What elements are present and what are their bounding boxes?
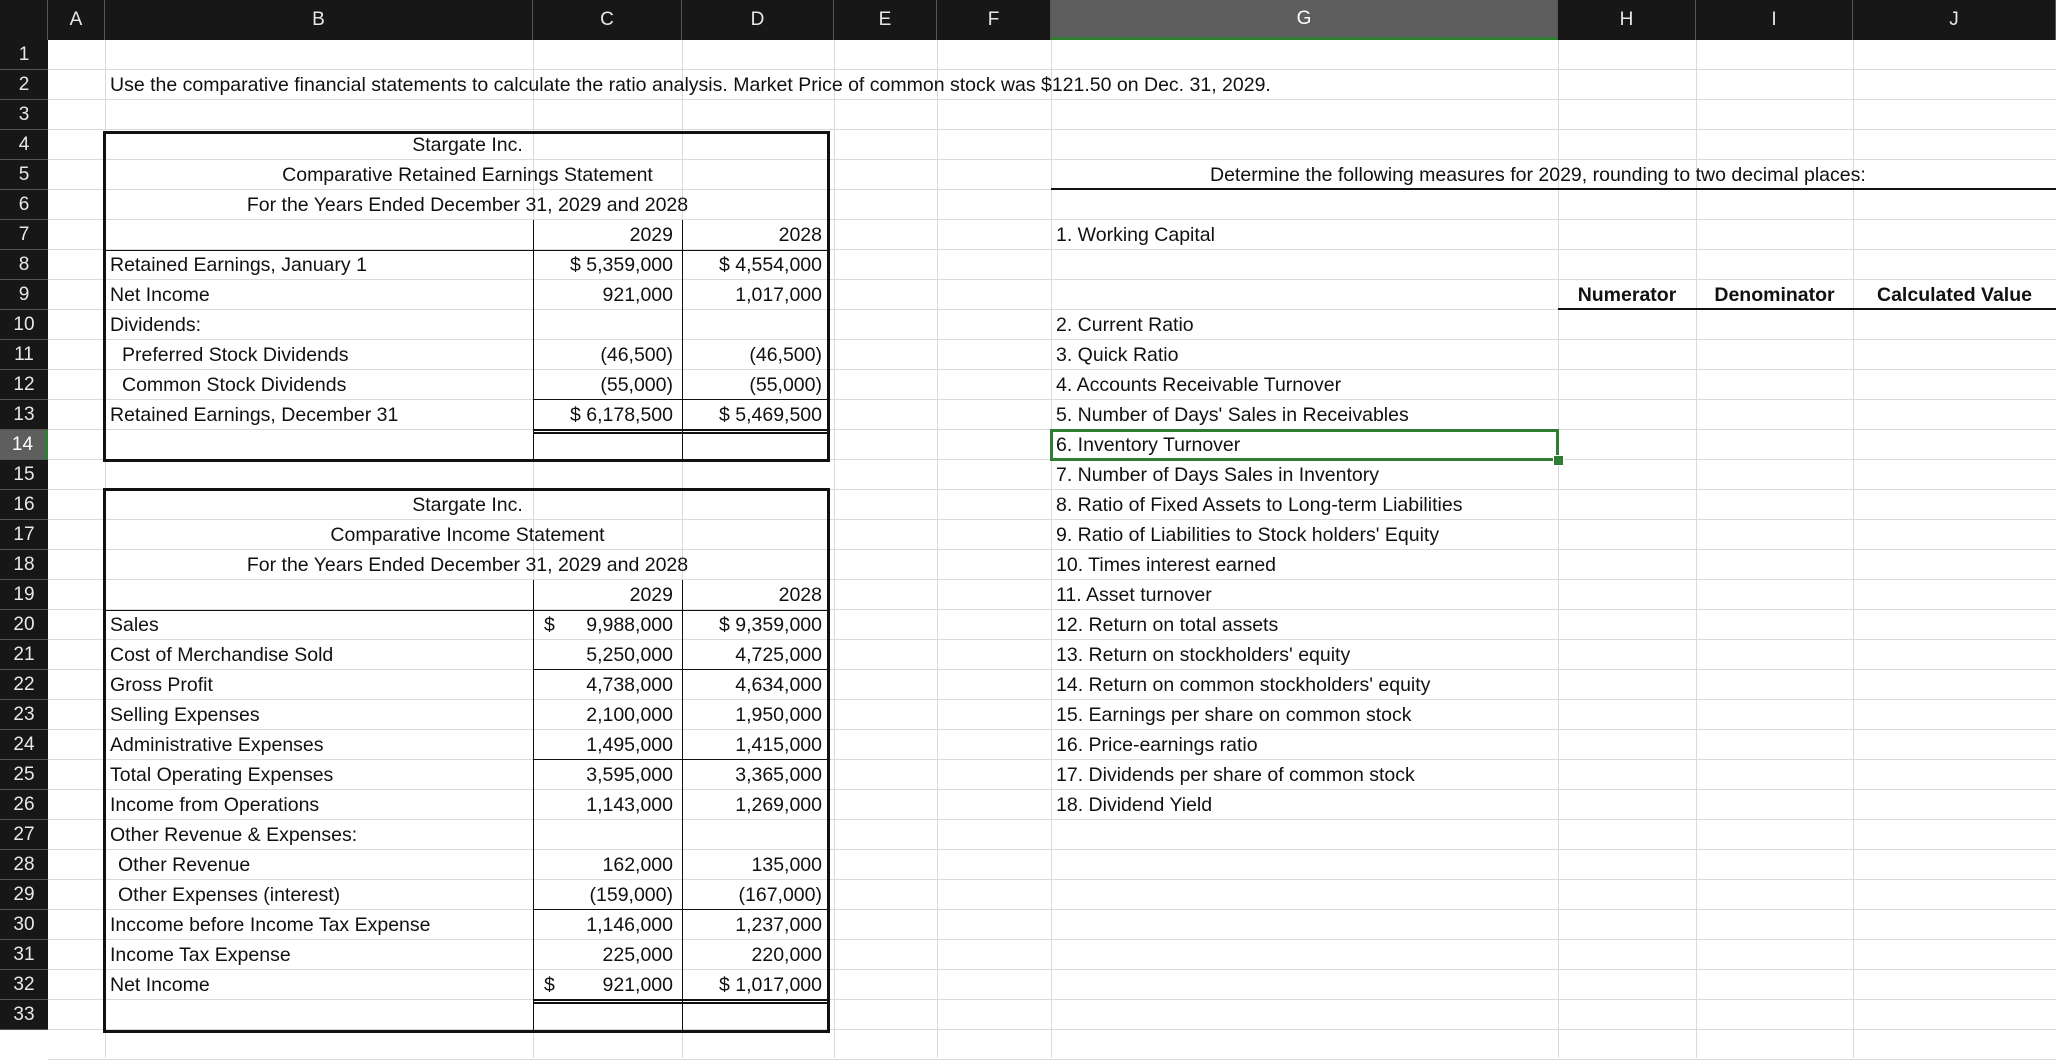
column-header-j[interactable]: J xyxy=(1853,0,2056,40)
measure-item[interactable]: 1. Working Capital xyxy=(1056,224,1215,246)
row-header-1[interactable]: 1 xyxy=(0,40,48,70)
retained-period: For the Years Ended December 31, 2029 and 2028 xyxy=(246,194,689,216)
retained-col-divider xyxy=(533,220,534,460)
row-header-23[interactable]: 23 xyxy=(0,700,48,730)
income-row-2029[interactable]: 2,100,000 xyxy=(586,704,673,726)
income-year-2029: 2029 xyxy=(629,584,673,606)
income-row-2028[interactable]: 220,000 xyxy=(751,944,822,966)
income-year-2028: 2028 xyxy=(778,584,822,606)
measure-item[interactable]: 3. Quick Ratio xyxy=(1056,344,1179,366)
select-all-corner[interactable] xyxy=(0,0,48,40)
column-header-f[interactable]: F xyxy=(937,0,1051,40)
income-row-label: Total Operating Expenses xyxy=(110,764,334,786)
measure-item[interactable]: 15. Earnings per share on common stock xyxy=(1056,704,1412,726)
row-header-9[interactable]: 9 xyxy=(0,280,48,310)
measures-heading-rule xyxy=(1051,188,2056,190)
income-row-label: Cost of Merchandise Sold xyxy=(110,644,334,666)
measure-item[interactable]: 10. Times interest earned xyxy=(1056,554,1277,576)
column-header-d[interactable]: D xyxy=(682,0,834,40)
retained-row-2029[interactable]: $ 5,359,000 xyxy=(569,254,673,276)
measure-item[interactable]: 7. Number of Days Sales in Inventory xyxy=(1056,464,1379,486)
retained-row-2029[interactable] xyxy=(533,310,673,340)
measure-item[interactable]: 2. Current Ratio xyxy=(1056,314,1194,336)
income-row-2028[interactable]: 1,237,000 xyxy=(735,914,822,936)
row-header-4[interactable]: 4 xyxy=(0,130,48,160)
column-header-h[interactable]: H xyxy=(1558,0,1696,40)
row-header-2[interactable]: 2 xyxy=(0,70,48,100)
column-header-b[interactable]: B xyxy=(105,0,533,40)
measure-item[interactable]: 17. Dividends per share of common stock xyxy=(1056,764,1415,786)
column-header-a[interactable]: A xyxy=(48,0,105,40)
income-row-label: Inccome before Income Tax Expense xyxy=(110,914,431,936)
income-row-2029[interactable] xyxy=(533,820,673,850)
measure-item[interactable]: 13. Return on stockholders' equity xyxy=(1056,644,1351,666)
fill-handle[interactable] xyxy=(1553,455,1564,466)
retained-title: Comparative Retained Earnings Statement xyxy=(282,164,653,186)
row-header-14[interactable]: 14 xyxy=(0,430,48,460)
measures-heading: Determine the following measures for 2029, rounding to two decimal places: xyxy=(1210,164,1866,186)
retained-row-2028[interactable] xyxy=(682,310,822,340)
row-header-17[interactable]: 17 xyxy=(0,520,48,550)
retained-subtotal-rule xyxy=(533,399,830,400)
income-row-2028[interactable]: $ 1,017,000 xyxy=(718,974,822,996)
income-period: For the Years Ended December 31, 2029 and 2028 xyxy=(246,554,689,576)
row-header-19[interactable]: 19 xyxy=(0,580,48,610)
income-row-2028[interactable]: 4,725,000 xyxy=(735,644,822,666)
income-row-2028[interactable]: (167,000) xyxy=(738,884,822,906)
retained-row-label: Common Stock Dividends xyxy=(122,374,347,396)
row-header-15[interactable]: 15 xyxy=(0,460,48,490)
income-row-label: Income Tax Expense xyxy=(110,944,291,966)
income-row-label: Other Revenue & Expenses: xyxy=(110,824,358,846)
measure-item[interactable]: 16. Price-earnings ratio xyxy=(1056,734,1258,756)
row-header-3[interactable]: 3 xyxy=(0,100,48,130)
row-header-32[interactable]: 32 xyxy=(0,970,48,1000)
retained-row-2029[interactable]: (55,000) xyxy=(600,374,673,396)
income-row-2029[interactable]: 225,000 xyxy=(602,944,673,966)
retained-row-2028[interactable]: (55,000) xyxy=(749,374,822,396)
row-header-13[interactable]: 13 xyxy=(0,400,48,430)
row-header-8[interactable]: 8 xyxy=(0,250,48,280)
income-row-2029[interactable]: (159,000) xyxy=(589,884,673,906)
row-header-22[interactable]: 22 xyxy=(0,670,48,700)
selected-cell-g14[interactable] xyxy=(1050,429,1559,461)
measure-item[interactable]: 11. Asset turnover xyxy=(1056,584,1212,606)
income-row-label: Other Revenue xyxy=(118,854,251,876)
column-header-e[interactable]: E xyxy=(834,0,937,40)
row-header-11[interactable]: 11 xyxy=(0,340,48,370)
row-header-21[interactable]: 21 xyxy=(0,640,48,670)
row-header-6[interactable]: 6 xyxy=(0,190,48,220)
income-row-label: Gross Profit xyxy=(110,674,213,696)
measure-item[interactable]: 4. Accounts Receivable Turnover xyxy=(1056,374,1342,396)
income-row-label: Selling Expenses xyxy=(110,704,260,726)
row-header-29[interactable]: 29 xyxy=(0,880,48,910)
income-row-2028[interactable]: 4,634,000 xyxy=(735,674,822,696)
income-sales-dollar-sign: $ xyxy=(544,614,555,636)
row-header-30[interactable]: 30 xyxy=(0,910,48,940)
income-row-2028[interactable] xyxy=(682,820,822,850)
measure-item[interactable]: 5. Number of Days' Sales in Receivables xyxy=(1056,404,1409,426)
income-row-2028[interactable]: 1,950,000 xyxy=(735,704,822,726)
retained-row-2029[interactable]: 921,000 xyxy=(602,284,673,306)
measure-item[interactable]: 12. Return on total assets xyxy=(1056,614,1279,636)
retained-row-label: Dividends: xyxy=(110,314,202,336)
income-row-2029[interactable]: 4,738,000 xyxy=(586,674,673,696)
retained-col-divider xyxy=(682,220,683,460)
income-row-2028[interactable]: 1,269,000 xyxy=(735,794,822,816)
income-row-2029[interactable]: 162,000 xyxy=(602,854,673,876)
row-header-10[interactable]: 10 xyxy=(0,310,48,340)
row-header-28[interactable]: 28 xyxy=(0,850,48,880)
income-row-2028[interactable]: 3,365,000 xyxy=(735,764,822,786)
income-row-label: Sales xyxy=(110,614,159,636)
row-header-31[interactable]: 31 xyxy=(0,940,48,970)
row-header-20[interactable]: 20 xyxy=(0,610,48,640)
row-header-24[interactable]: 24 xyxy=(0,730,48,760)
row-header-12[interactable]: 12 xyxy=(0,370,48,400)
row-header-26[interactable]: 26 xyxy=(0,790,48,820)
retained-row-2028[interactable]: $ 5,469,500 xyxy=(718,404,822,426)
retained-row-label: Preferred Stock Dividends xyxy=(122,344,349,366)
income-subtotal-rule xyxy=(533,909,830,910)
denominator-header: Denominator xyxy=(1714,284,1835,306)
income-row-label: Net Income xyxy=(110,974,210,996)
income-row-2029[interactable]: 3,595,000 xyxy=(586,764,673,786)
income-total-double-rule xyxy=(533,999,830,1004)
calculated-value-header: Calculated Value xyxy=(1877,284,2032,306)
instruction-text: Use the comparative financial statements to calculate the ratio analysis. Market Price of common stock was $121.50 on Dec. 31, 2029. xyxy=(110,74,1271,96)
income-row-label: Other Expenses (interest) xyxy=(118,884,341,906)
income-row-2029[interactable]: 921,000 xyxy=(602,974,673,996)
income-subtotal-rule xyxy=(533,669,830,670)
row-header-25[interactable]: 25 xyxy=(0,760,48,790)
income-row-2028[interactable]: 1,415,000 xyxy=(735,734,822,756)
retained-year-2029: 2029 xyxy=(629,224,673,246)
retained-row-label: Retained Earnings, December 31 xyxy=(110,404,399,426)
measure-item[interactable]: 9. Ratio of Liabilities to Stock holders' Equity xyxy=(1056,524,1440,546)
income-row-2029[interactable]: 1,146,000 xyxy=(586,914,673,936)
column-header-g[interactable]: G xyxy=(1051,0,1558,40)
income-company-name: Stargate Inc. xyxy=(412,494,523,516)
retained-row-2028[interactable]: 1,017,000 xyxy=(735,284,822,306)
row-header-18[interactable]: 18 xyxy=(0,550,48,580)
retained-row-label: Retained Earnings, January 1 xyxy=(110,254,367,276)
income-net-dollar-sign: $ xyxy=(544,974,555,996)
column-header-i[interactable]: I xyxy=(1696,0,1853,40)
retained-row-2029[interactable]: $ 6,178,500 xyxy=(569,404,673,426)
income-row-2029[interactable]: 1,143,000 xyxy=(586,794,673,816)
measure-item[interactable]: 14. Return on common stockholders' equity xyxy=(1056,674,1431,696)
retained-year-2028: 2028 xyxy=(778,224,822,246)
income-col-divider xyxy=(682,580,683,1030)
retained-total-double-rule xyxy=(533,429,830,434)
income-title: Comparative Income Statement xyxy=(330,524,605,546)
row-header-16[interactable]: 16 xyxy=(0,490,48,520)
retained-row-2028[interactable]: (46,500) xyxy=(749,344,822,366)
income-subtotal-rule xyxy=(533,759,830,760)
row-header-27[interactable]: 27 xyxy=(0,820,48,850)
measures-table-header-rule xyxy=(1558,308,2056,310)
row-header-7[interactable]: 7 xyxy=(0,220,48,250)
income-row-2028[interactable]: $ 9,359,000 xyxy=(718,614,822,636)
numerator-header: Numerator xyxy=(1577,284,1677,306)
retained-row-label: Net Income xyxy=(110,284,210,306)
income-row-2029[interactable]: 1,495,000 xyxy=(586,734,673,756)
column-header-c[interactable]: C xyxy=(533,0,682,40)
income-row-2029[interactable]: 9,988,000 xyxy=(586,614,673,636)
measure-item[interactable]: 8. Ratio of Fixed Assets to Long-term Liabilities xyxy=(1056,494,1463,516)
income-row-2029[interactable]: 5,250,000 xyxy=(586,644,673,666)
retained-row-2028[interactable]: $ 4,554,000 xyxy=(718,254,822,276)
measure-item[interactable]: 6. Inventory Turnover xyxy=(1056,434,1241,456)
row-header-5[interactable]: 5 xyxy=(0,160,48,190)
income-col-divider xyxy=(533,580,534,1030)
income-row-label: Administrative Expenses xyxy=(110,734,324,756)
retained-company-name: Stargate Inc. xyxy=(412,134,523,156)
measure-item[interactable]: 18. Dividend Yield xyxy=(1056,794,1213,816)
row-header-33[interactable]: 33 xyxy=(0,1000,48,1030)
retained-row-2029[interactable]: (46,500) xyxy=(600,344,673,366)
income-row-label: Income from Operations xyxy=(110,794,320,816)
income-row-2028[interactable]: 135,000 xyxy=(751,854,822,876)
